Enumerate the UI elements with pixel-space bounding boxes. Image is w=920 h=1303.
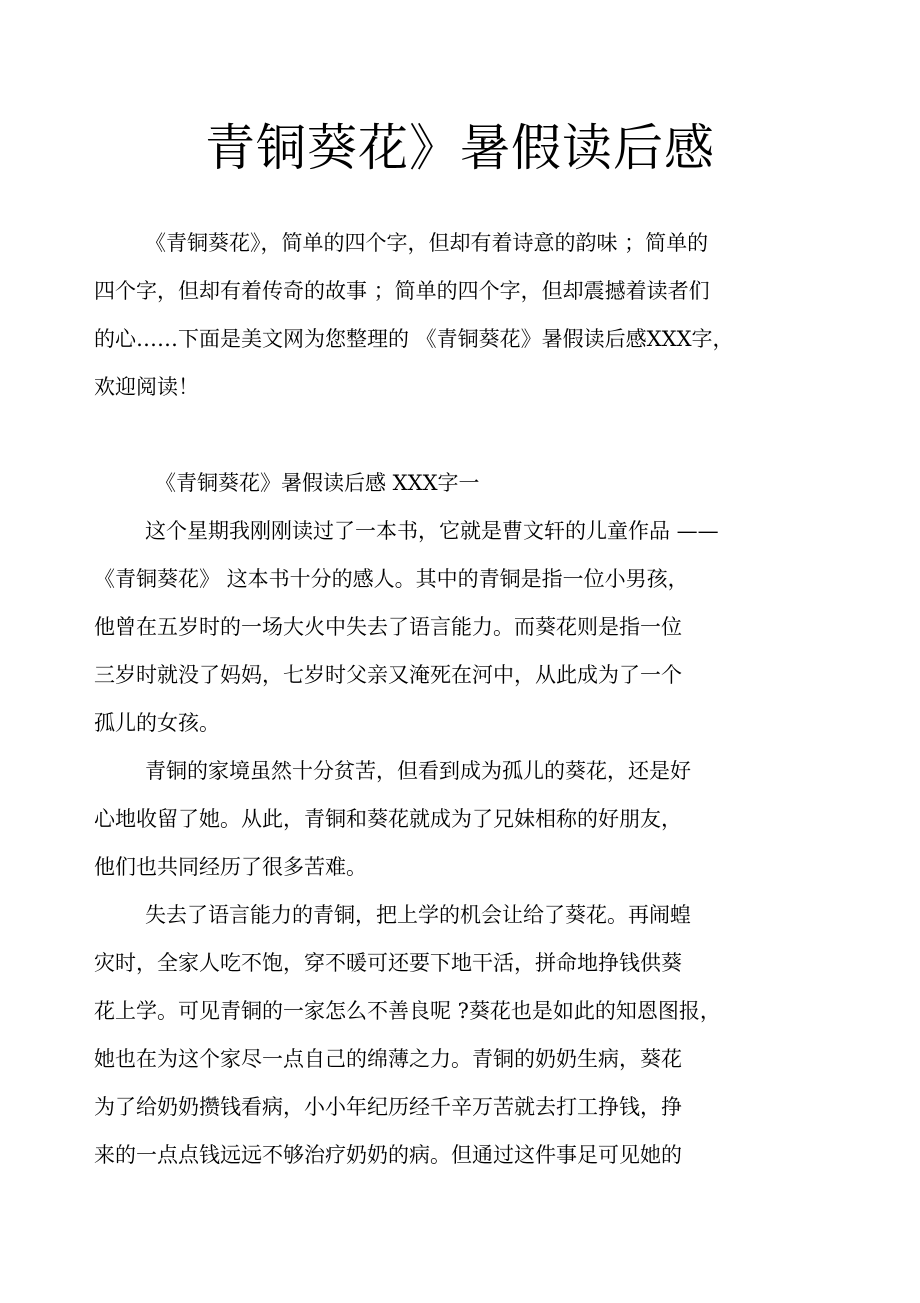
text-line: 欢迎阅读！ [94,375,199,399]
text-line: 心地收留了她。从此，青铜和葵花就成为了兄妹相称的好朋友， [94,807,682,831]
text-line: 失去了语言能力的青铜，把上学的机会让给了葵花。再闹蝗 [145,903,691,927]
text-line: 花上学。可见青铜的一家怎么不善良呢 ?葵花也是如此的知恩图报， [94,999,721,1023]
text-line: 为了给奶奶攒钱看病，小小年纪历经千辛万苦就去打工挣钱，挣 [94,1095,682,1119]
text-line: 《青铜葵花》，简单的四个字，但却有着诗意的韵味 ；简单的 [145,231,709,255]
text-line: 四个字，但却有着传奇的故事 ；简单的四个字，但却震撼着读者们 [94,279,710,303]
text-line: 《青铜葵花》 这本书十分的感人。其中的青铜是指一位小男孩， [94,567,689,591]
section-heading: 《青铜葵花》暑假读后感 XXX字一 [155,471,480,495]
text-line: 三岁时就没了妈妈，七岁时父亲又淹死在河中，从此成为了一个 [94,663,682,687]
text-line: 他曾在五岁时的一场大火中失去了语言能力。而葵花则是指一位 [94,615,682,639]
text-line: 的心……下面是美文网为您整理的 《青铜葵花》暑假读后感XXX字， [94,327,734,351]
document-title: 青铜葵花》暑假读后感 [205,119,715,177]
text-line: 她也在为这个家尽一点自己的绵薄之力。青铜的奶奶生病，葵花 [94,1047,682,1071]
text-line: 孤儿的女孩。 [94,711,220,735]
text-line: 青铜的家境虽然十分贫苦，但看到成为孤儿的葵花，还是好 [145,759,691,783]
text-line: 这个星期我刚刚读过了一本书，它就是曹文轩的儿童作品 —— [145,519,719,543]
text-line: 灾时，全家人吃不饱，穿不暖可还要下地干活，拼命地挣钱供葵 [94,951,682,975]
text-line: 来的一点点钱远远不够治疗奶奶的病。但通过这件事足可见她的 [94,1143,682,1167]
text-line: 他们也共同经历了很多苦难。 [94,855,367,879]
